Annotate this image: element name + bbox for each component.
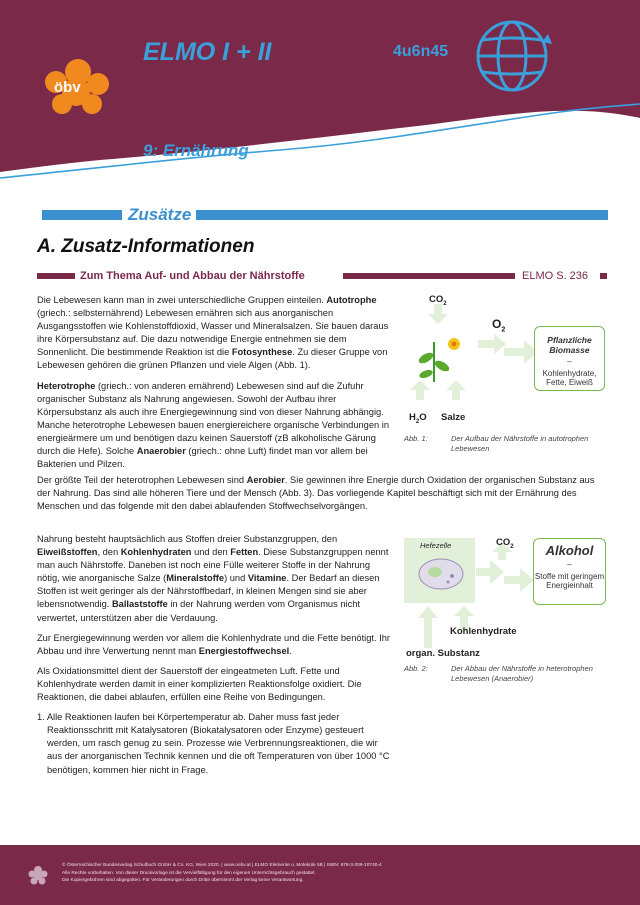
text-block-2 (37, 474, 607, 520)
fig2-box-title: Alkohol (545, 543, 594, 558)
fig2-alcohol-box (533, 538, 606, 605)
text-block-1 (37, 294, 390, 478)
fig1-biomass-box (534, 326, 605, 391)
fig1-box-dash: – (567, 357, 572, 366)
app-title: ELMO I + II (143, 38, 272, 66)
paragraph-naehrstoffe: Nahrung besteht hauptsächlich aus Stoffen dreier Substanzgruppen, den Eiweißstoffen, den Kohlenhydraten und den Fetten. Diese Substanzgruppen nennt man auch Nährstoffe. Daneben ist noch eine Fülle weiterer Stoffe in der Nahrung nötig, wie anorganische Salze (Mineralstoffe) und Vitamine. Der Bedarf an diesen Stoffen ist weit geringer als der Nährstoffbedarf, in kleinen Mengen sind sie aber lebensnotwendig. Ballaststoffe in der Nahrung werden vom Organismus nicht verwertet, unterstützen aber die Verdauung. (37, 534, 389, 623)
figure-2-caption (404, 664, 608, 686)
footer-logo-icon (28, 865, 48, 887)
figure-1-caption (404, 434, 608, 456)
fig1-box-text: Kohlenhydrate, Fette, Eiweiß (542, 368, 597, 387)
figure-1-plant-area (404, 319, 498, 399)
fig2-co2-label: $CO_2$ (496, 537, 514, 550)
fig2-hefezelle-label: Hefezelle (420, 541, 452, 550)
paragraph-energie: Zur Energiegewinnung werden vor allem die Kohlenhydrate und die Fette benötigt. Ihr Abbau und ihre Verwertung nennt man Energiestoffwechsel. (37, 632, 390, 656)
fig2-caption-text: Der Abbau der Nährstoffe in heterotrophen Lebewesen (Anaerobier) (451, 664, 593, 683)
footer-copyright (62, 862, 602, 885)
paragraph-oxidation: Als Oxidationsmittel dient der Sauerstoff der eingeatmeten Luft. Fette und Kohlenhydrate werden damit in einer komplizierten Reaktionsfolge oxidiert. Die Reaktionen, die dabei ablaufen, erfüllen eine Reihe von Bedingungen. (37, 665, 362, 703)
footer-line-1: © Österreichischer Bundesverlag Schulbuch GmbH & Co. KG, Wien 2020. | www.oebv.at | ELMO Elemente u. Moleküle 5B | ISBN: 978-3-209-10740-4 (62, 863, 382, 868)
fig2-caption-number: Abb. 2: (404, 664, 428, 673)
fig1-caption-number: Abb. 1: (404, 434, 428, 443)
section-bar-right (196, 210, 608, 220)
fig1-salze-label: Salze (441, 412, 466, 423)
paragraph-heterotrophe: Heterotrophe (griech.: von anderen ernährend) Lebewesen sind auf die Zufuhr organischer Substanz als Nahrung angewiesen. Sowohl der Aufbau ihrer Körpersubstanz als auch ihre Energiegewinnung sind von dieser Nahrung abhängig. Manche heterotrophe Lebewesen bauen energiereichere organische Verbindungen in energieärmere um und benötigen dazu keinen Sauerstoff (zB alkoholische Gärung durch die Hefe). Solche Anaerobier (griech.: ohne Luft) findet man vor allem bei Bakterien und Pilzen. (37, 380, 389, 470)
paragraph-autotrophe: Die Lebewesen kann man in zwei unterschiedliche Gruppen einteilen. Autotrophe (griech.: selbsternährend) Lebewesen ernähren sich aus anorganischen Ausgangsstoffen wie Kohlenstoffdioxid, Wasser und Mineralsalzen. Sie bauen daraus ihre Körpersubstanz auf. Die dazu notwendige Energie entnehmen sie dem Sonnenlicht. Die bestimmende Reaktion ist die Fotosynthese. Zu dieser Gruppe von Lebewesen gehören die grünen Pflanzen und viele Algen (Abb. 1). (37, 295, 389, 371)
header-banner (0, 0, 640, 200)
fig1-caption-text: Der Aufbau der Nährstoffe in autotrophen Lebewesen (451, 434, 589, 453)
online-code: 4u6n45 (393, 43, 449, 60)
chapter-title: 9: Ernährung (143, 141, 249, 160)
footer-line-3: Die Kopiergebühren sind abgegolten. Für Veränderungen durch Dritte übernimmt der Verlag keine Verantwortung. (62, 878, 304, 884)
fig2-kohlenhydrate-label: Kohlenhydrate (450, 626, 517, 637)
page-heading: A. Zusatz-Informationen (37, 236, 255, 257)
fig1-h2o-label: $H_2O$ (409, 412, 427, 425)
paragraph-aerobier: Der größte Teil der heterotrophen Lebewesen sind Aerobier. Sie gewinnen ihre Energie durch Oxidation der organischen Substanz aus der Nahrung. Das sind alle höheren Tiere und der Mensch (Abb. 3). Das vorliegende Kapitel beschäftigt sich mit der Ernährung des Menschen und das folgende mit den dabei ablaufenden Stoffwechselvorgängen. (37, 475, 595, 512)
footer-line-2: Alle Rechte vorbehalten. Von dieser Druckvorlage ist die Vervielfältigung für den eigenen Unterrichtsgebrauch gestattet. (62, 870, 316, 876)
section-bar-left (42, 210, 122, 220)
topic-title: Zum Thema Auf- und Abbau der Nährstoffe (80, 270, 305, 282)
section-label: Zusätze (128, 205, 192, 224)
fig2-box-text: Stoffe mit geringem Energieinhalt (534, 571, 605, 590)
fig1-co2-label: $CO_2$ (429, 294, 447, 307)
fig1-o2-label: $O_2$ (492, 317, 506, 334)
text-block-3 (37, 533, 390, 784)
fig2-box-dash: – (567, 560, 572, 569)
paragraph-list-1: 1. Alle Reaktionen laufen bei Körpertemperatur ab. Daher muss fast jeder Reaktionsschritt mit Katalysatoren (Biokatalysatoren oder Enzyme) gesteuert werden, um rasch genug zu sein. Prozesse wie Verbrennungsreaktionen, die wir aus der anorganischen Technik kennen und die oft Temperaturen von über 1000 °C benötigen, kommen hier nicht in Frage. (37, 712, 390, 775)
fig1-box-title: Pflanzliche Biomasse (547, 335, 592, 355)
fig2-organ-label: organ. Substanz (406, 648, 480, 659)
book-reference: ELMO S. 236 (522, 270, 589, 282)
obv-logo: öbv (54, 79, 81, 96)
